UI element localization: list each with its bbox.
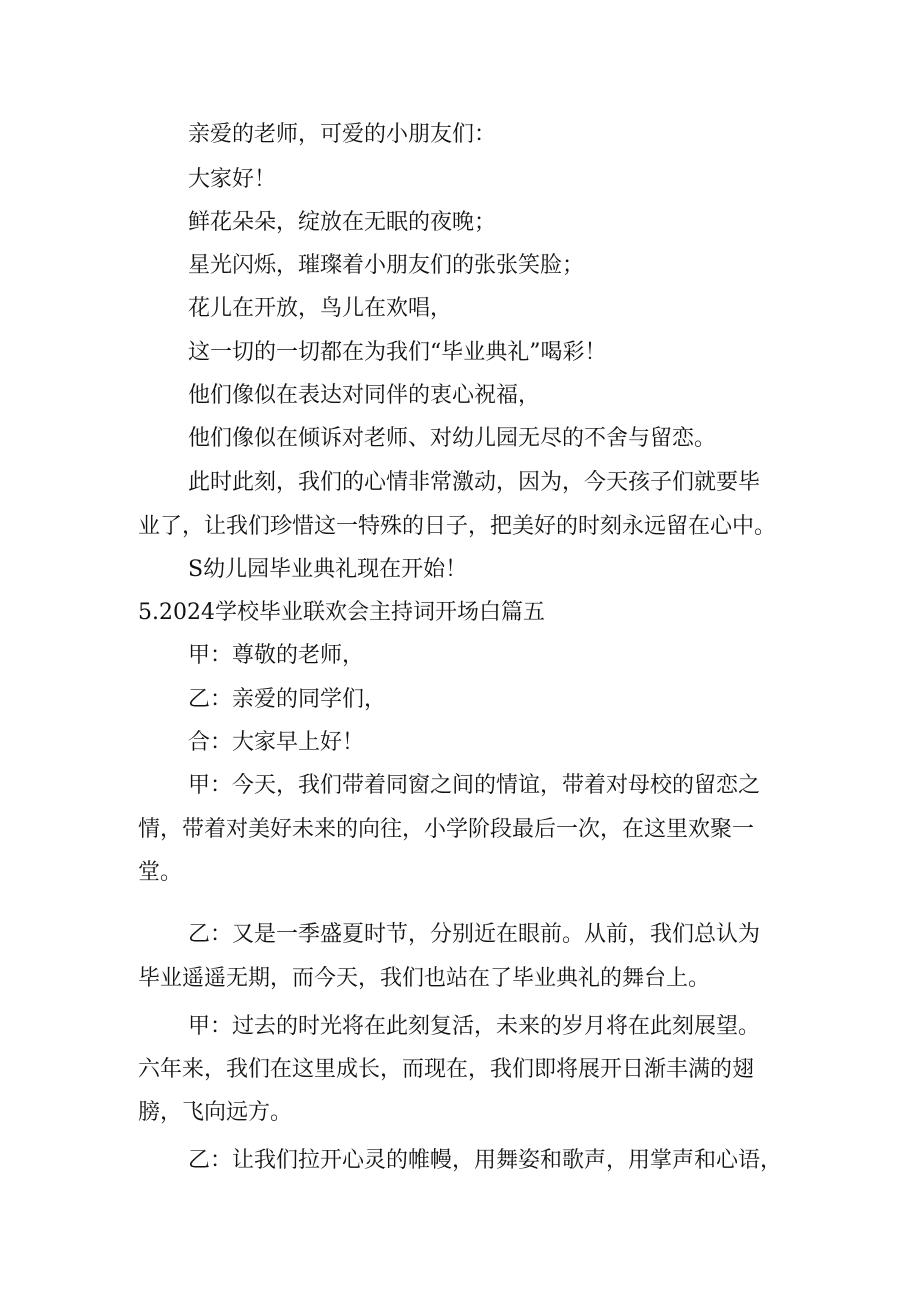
text-line: 堂。 <box>138 860 183 885</box>
text-line: 膀，飞向远方。 <box>138 1100 293 1125</box>
text-line: S幼儿园毕业典礼现在开始！ <box>188 557 468 582</box>
text-line: 他们像似在倾诉对老师、对幼儿园无尽的不舍与留恋。 <box>188 426 717 451</box>
text-line: 乙：让我们拉开心灵的帷幔，用舞姿和歌声，用掌声和心语， <box>188 1148 783 1173</box>
text-line: 乙：亲爱的同学们， <box>188 687 387 712</box>
text-line: 甲：今天，我们带着同窗之间的情谊，带着对母校的留恋之 <box>188 773 761 798</box>
text-line: 这一切的一切都在为我们“毕业典礼”喝彩！ <box>188 340 607 365</box>
text-line: 花儿在开放，鸟儿在欢唱， <box>188 296 453 321</box>
text-line: 亲爱的老师，可爱的小朋友们： <box>188 122 497 147</box>
text-line: 乙：又是一季盛夏时节，分别近在眼前。从前，我们总认为 <box>188 922 761 947</box>
text-line: 合：大家早上好！ <box>188 730 365 755</box>
text-line: 甲：过去的时光将在此刻复活，未来的岁月将在此刻展望。 <box>188 1014 761 1039</box>
text-line: 此时此刻，我们的心情非常激动，因为，今天孩子们就要毕 <box>188 470 761 495</box>
text-line: 情，带着对美好未来的向往，小学阶段最后一次，在这里欢聚一 <box>138 817 755 842</box>
text-line: 六年来，我们在这里成长，而现在，我们即将展开日渐丰满的翅 <box>138 1057 755 1082</box>
text-line: 鲜花朵朵，绽放在无眠的夜晚； <box>188 210 497 235</box>
text-line: 业了，让我们珍惜这一特殊的日子，把美好的时刻永远留在心中。 <box>138 514 777 539</box>
section-heading: 5.2024学校毕业联欢会主持词开场白篇五 <box>138 600 545 625</box>
text-line: 他们像似在表达对同伴的衷心祝福， <box>188 383 541 408</box>
text-line: 甲：尊敬的老师， <box>188 643 365 668</box>
text-line: 毕业遥遥无期，而今天，我们也站在了毕业典礼的舞台上。 <box>138 966 711 991</box>
text-line: 星光闪烁，璀璨着小朋友们的张张笑脸； <box>188 253 585 278</box>
text-line: 大家好！ <box>188 167 277 192</box>
